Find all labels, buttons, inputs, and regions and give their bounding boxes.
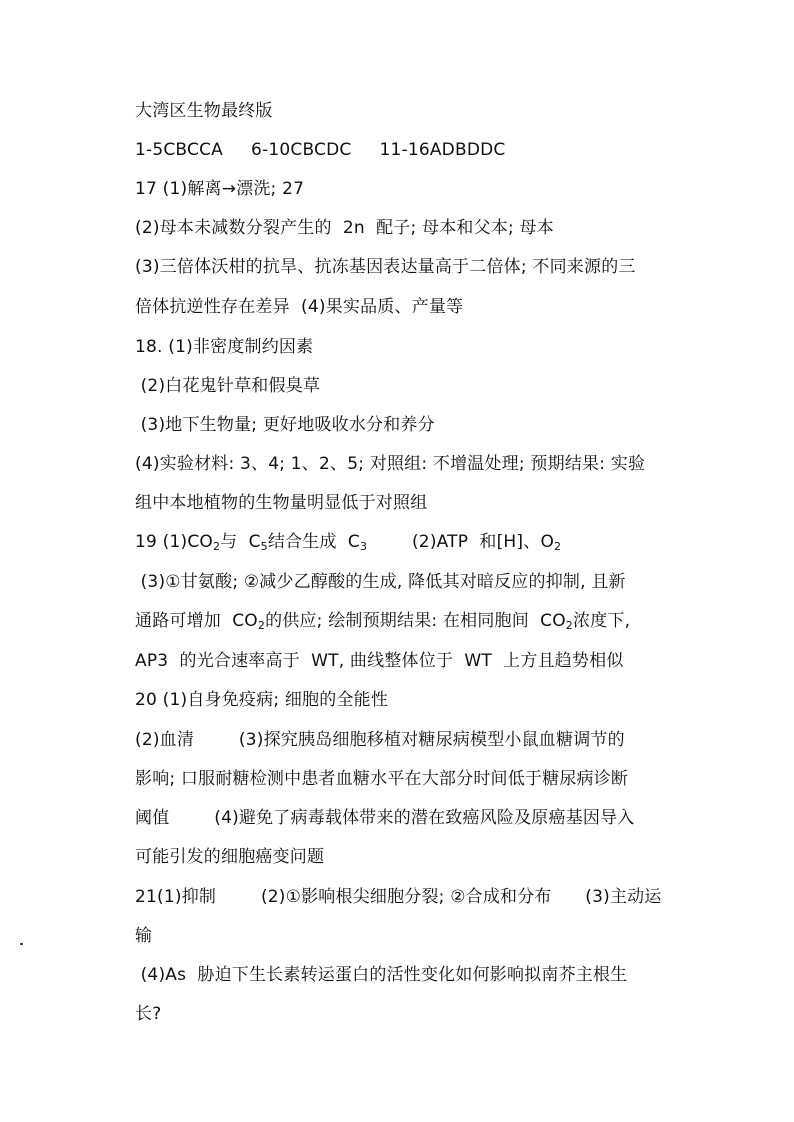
answer-line-17-2: (2)母本未减数分裂产生的 2n 配子; 母本和父本; 母本	[135, 218, 554, 238]
answer-line-mc: 1-5CBCCA 6-10CBCDC 11-16ADBDDC	[135, 140, 506, 160]
answer-line-20-2: (2)血清 (3)探究胰岛细胞移植对糖尿病模型小鼠血糖调节的	[135, 730, 625, 750]
answer-line-17-1: 17 (1)解离→漂洗; 27	[135, 179, 305, 199]
scan-speck	[20, 943, 23, 945]
answer-line-18-1: 18. (1)非密度制约因素	[135, 337, 314, 357]
answer-line-19-3b: 通路可增加 $CO_2$的供应; 绘制预期结果: 在相同胞间 $CO_2$浓度下,	[135, 611, 631, 632]
answer-line-18-2: (2)白花鬼针草和假臭草	[135, 376, 321, 396]
answer-line-20-1: 20 (1)自身免疫病; 细胞的全能性	[135, 690, 389, 710]
answer-line-21-1b: 输	[135, 926, 153, 946]
answer-line-21-1: 21(1)抑制 (2)①影响根尖细胞分裂; ②合成和分布 (3)主动运	[135, 887, 662, 907]
answer-line-21-4: (4)As 胁迫下生长素转运蛋白的活性变化如何影响拟南芥主根生	[135, 965, 628, 985]
answer-line-18-3: (3)地下生物量; 更好地吸收水分和养分	[135, 415, 435, 435]
answer-line-20-3: 影响; 口服耐糖检测中患者血糖水平在大部分时间低于糖尿病诊断	[135, 769, 629, 789]
answer-line-19-1: 19 $(1)CO_2$与 $C_5$结合生成 $C_3$ (2)ATP 和[H]、$O_2$	[135, 532, 562, 553]
answer-line-20-4: 阈值 (4)避免了病毒载体带来的潜在致癌风险及原癌基因导入	[135, 808, 635, 828]
answer-line-17-3: (3)三倍体沃柑的抗旱、抗冻基因表达量高于二倍体; 不同来源的三	[135, 257, 636, 277]
answer-line-21-4b: 长?	[135, 1004, 162, 1024]
answer-line-19-3c: AP3 的光合速率高于 WT, 曲线整体位于 WT 上方且趋势相似	[135, 651, 624, 671]
answer-line-20-4b: 可能引发的细胞癌变问题	[135, 847, 325, 867]
answer-line-19-3: (3)①甘氨酸; ②减少乙醇酸的生成, 降低其对暗反应的抑制, 且新	[135, 572, 626, 592]
answer-line-17-3b: 倍体抗逆性存在差异 (4)果实品质、产量等	[135, 297, 464, 317]
answer-line-18-4: (4)实验材料: 3、4; 1、2、5; 对照组: 不增温处理; 预期结果: 实验	[135, 454, 646, 474]
answer-line-18-4b: 组中本地植物的生物量明显低于对照组	[135, 493, 428, 513]
document-title: 大湾区生物最终版	[135, 101, 273, 121]
